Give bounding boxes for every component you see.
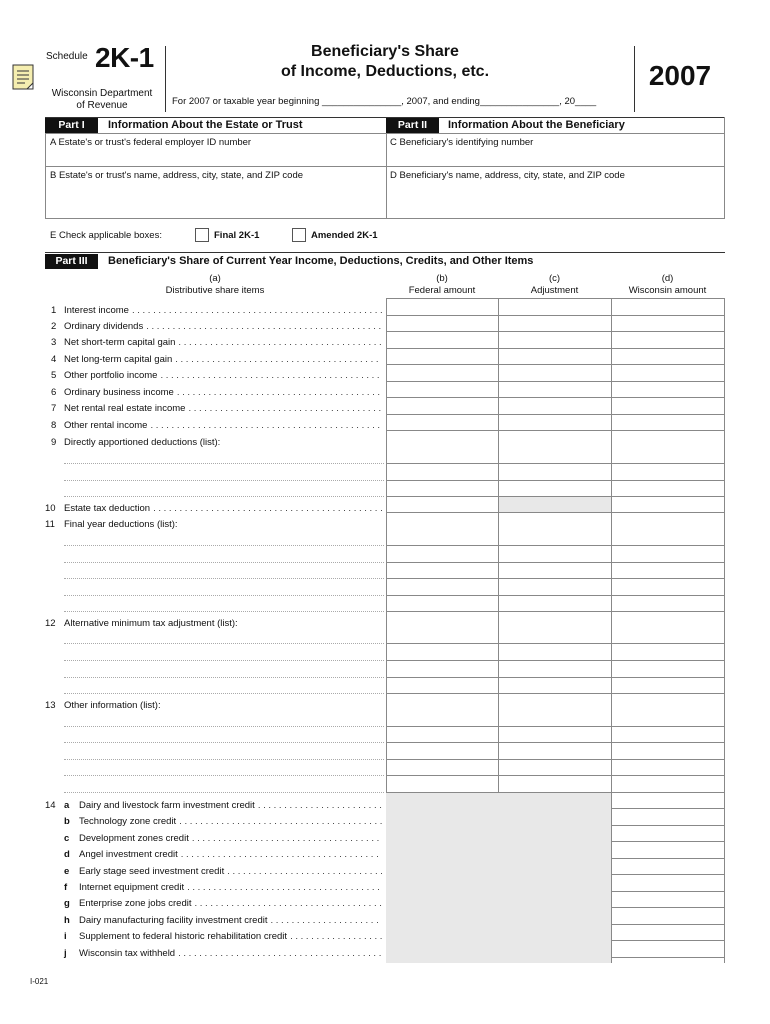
col-d-header: (d) Wisconsin amount bbox=[628, 273, 707, 296]
check-boxes-label: E Check applicable boxes: bbox=[50, 230, 162, 241]
tax-year-line: For 2007 or taxable year beginning _______________, 2007, and ending_______________, 20____ bbox=[172, 96, 597, 107]
col-b-header: (b) Federal amount bbox=[408, 273, 476, 296]
amended-2k1-label: Amended 2K-1 bbox=[311, 230, 378, 241]
line-14-number: 14 bbox=[45, 800, 56, 811]
final-2k1-checkbox[interactable] bbox=[195, 228, 209, 242]
estate-name-address-field[interactable]: B Estate's or trust's name, address, city, state, and ZIP code bbox=[50, 170, 304, 181]
credits-shaded-area bbox=[386, 793, 611, 963]
schedule-label: Schedule bbox=[46, 51, 88, 62]
part1-title: Information About the Estate or Trust bbox=[108, 119, 303, 131]
part1-tag: Part I bbox=[45, 118, 98, 133]
col-c-header: (c) Adjustment bbox=[530, 273, 579, 296]
amended-2k1-checkbox[interactable] bbox=[292, 228, 306, 242]
final-2k1-label: Final 2K-1 bbox=[214, 230, 260, 241]
estate-ein-field[interactable]: A Estate's or trust's federal employer ID number bbox=[50, 137, 252, 148]
beneficiary-name-address-field[interactable]: D Beneficiary's name, address, city, state, and ZIP code bbox=[390, 170, 625, 181]
part3-tag: Part III bbox=[45, 254, 98, 269]
part2-title: Information About the Beneficiary bbox=[448, 119, 625, 131]
department-name: Wisconsin Department of Revenue bbox=[51, 88, 153, 111]
estate-tax-adjustment-shaded bbox=[499, 496, 611, 512]
col-a-header: (a) Distributive share items bbox=[165, 273, 265, 296]
form-title: Beneficiary's Share of Income, Deductions, etc. bbox=[280, 43, 490, 80]
part3-title: Beneficiary's Share of Current Year Income, Deductions, Credits, and Other Items bbox=[108, 255, 534, 267]
beneficiary-id-field[interactable]: C Beneficiary's identifying number bbox=[390, 137, 534, 148]
tax-year: 2007 bbox=[648, 60, 712, 91]
form-code: I-021 bbox=[30, 977, 49, 986]
part2-tag: Part II bbox=[386, 118, 439, 133]
form-number: 2K-1 bbox=[95, 42, 154, 73]
form-note-icon bbox=[12, 64, 38, 92]
